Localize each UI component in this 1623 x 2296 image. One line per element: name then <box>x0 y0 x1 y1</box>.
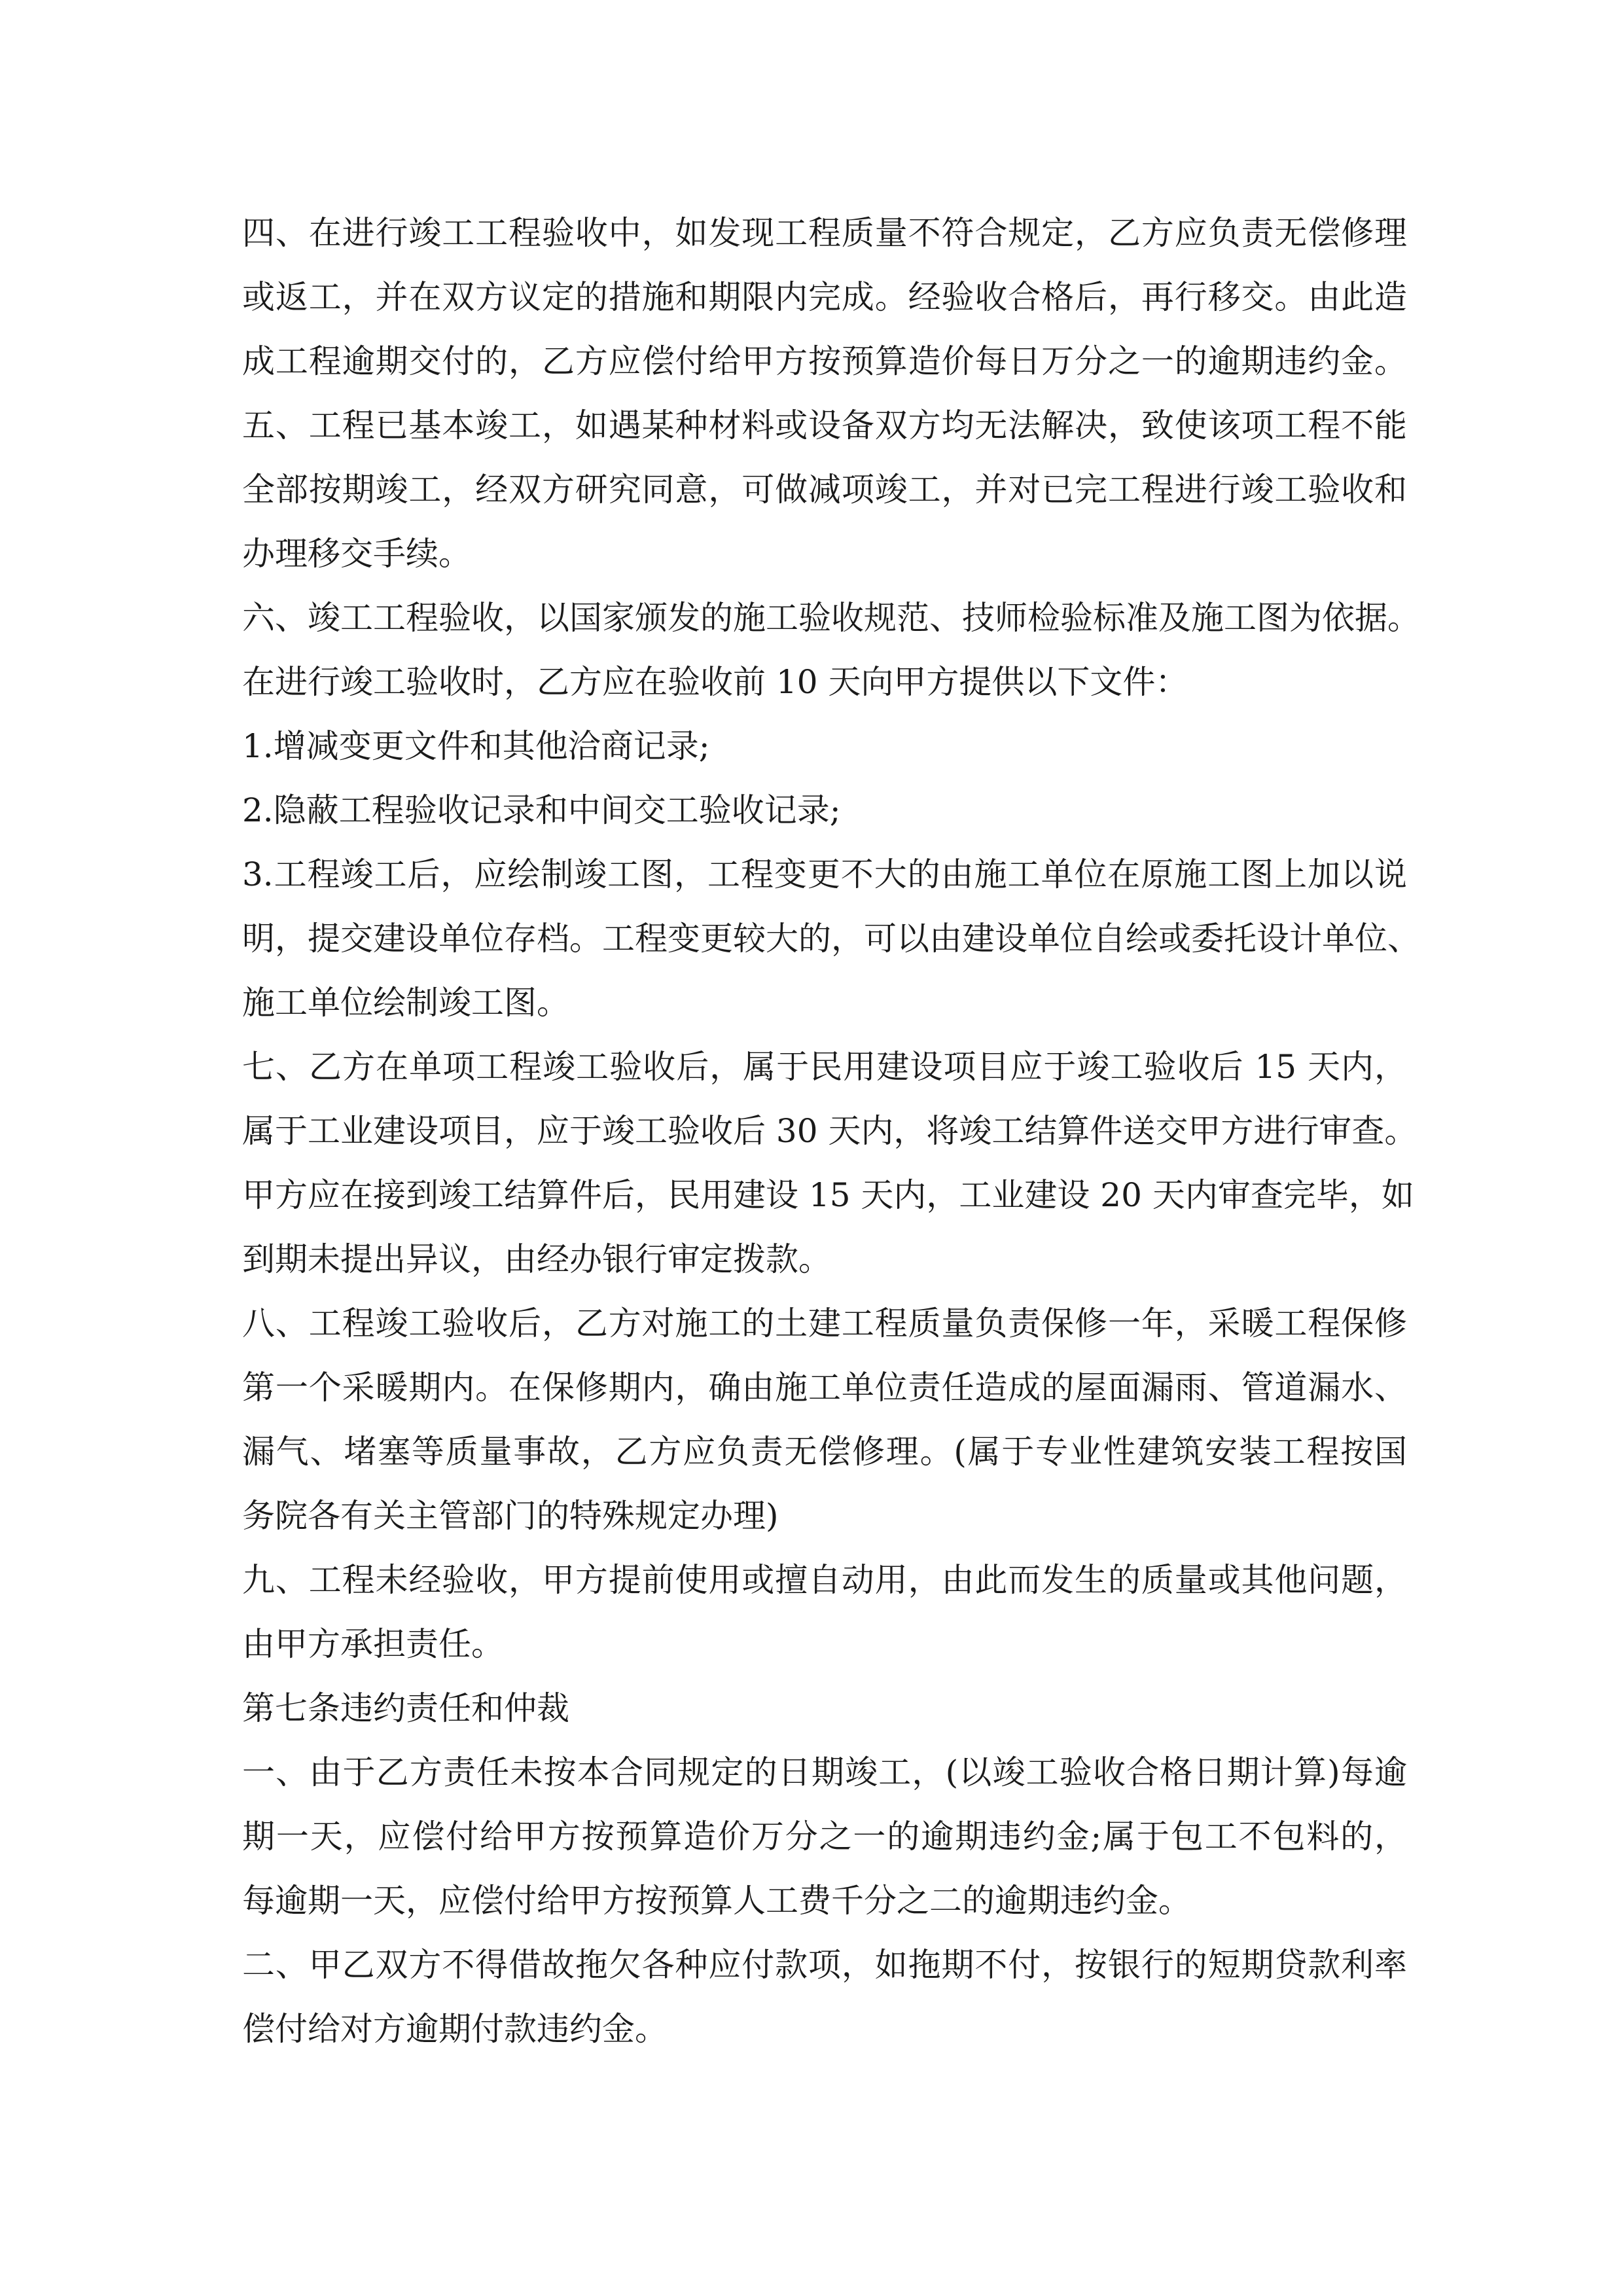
text-line: 属于工业建设项目，应于竣工验收后 30 天内，将竣工结算件送交甲方进行审查。 <box>242 1112 1418 1150</box>
document-body <box>242 201 1420 2061</box>
text-line: 期一天，应偿付给甲方按预算造价万分之一的逾期违约金;属于包工不包料的， <box>242 1818 1407 1856</box>
text-line: 务院各有关主管部门的特殊规定办理) <box>242 1497 779 1535</box>
text-line: 2.隐蔽工程验收记录和中间交工验收记录; <box>242 791 841 829</box>
text-line: 甲方应在接到竣工结算件后，民用建设 15 天内，工业建设 20 天内审查完毕，如 <box>242 1176 1414 1214</box>
text-line: 施工单位绘制竣工图。 <box>242 984 569 1022</box>
text-line: 明，提交建设单位存档。工程变更较大的，可以由建设单位自绘或委托设计单位、 <box>242 920 1420 958</box>
text-line: 或返工，并在双方议定的措施和期限内完成。经验收合格后，再行移交。由此造 <box>242 278 1407 316</box>
text-line: 全部按期竣工，经双方研究同意，可做减项竣工，并对已完工程进行竣工验收和 <box>242 471 1407 509</box>
text-line: 五、工程已基本竣工，如遇某种材料或设备双方均无法解决，致使该项工程不能 <box>242 406 1407 444</box>
text-line: 九、工程未经验收，甲方提前使用或擅自动用，由此而发生的质量或其他问题， <box>242 1561 1407 1599</box>
text-line: 到期未提出异议，由经办银行审定拨款。 <box>242 1240 831 1278</box>
text-line: 漏气、堵塞等质量事故，乙方应负责无偿修理。(属于专业性建筑安装工程按国 <box>242 1433 1407 1471</box>
text-line: 办理移交手续。 <box>242 535 471 573</box>
text-line: 第一个采暖期内。在保修期内，确由施工单位责任造成的屋面漏雨、管道漏水、 <box>242 1369 1407 1407</box>
text-line: 在进行竣工验收时，乙方应在验收前 10 天向甲方提供以下文件： <box>242 663 1188 701</box>
text-line: 六、竣工工程验收，以国家颁发的施工验收规范、技师检验标准及施工图为依据。 <box>242 599 1420 637</box>
text-line: 偿付给对方逾期付款违约金。 <box>242 2010 668 2048</box>
text-line: 成工程逾期交付的，乙方应偿付给甲方按预算造价每日万分之一的逾期违约金。 <box>242 342 1407 380</box>
text-line: 1.增减变更文件和其他洽商记录; <box>242 727 710 765</box>
text-line: 七、乙方在单项工程竣工验收后，属于民用建设项目应于竣工验收后 15 天内， <box>242 1048 1407 1086</box>
text-line: 二、甲乙双方不得借故拖欠各种应付款项，如拖期不付，按银行的短期贷款利率 <box>242 1946 1407 1984</box>
text-line: 由甲方承担责任。 <box>242 1625 504 1663</box>
text-line: 四、在进行竣工工程验收中，如发现工程质量不符合规定，乙方应负责无偿修理 <box>242 214 1407 252</box>
text-line: 八、工程竣工验收后，乙方对施工的土建工程质量负责保修一年，采暖工程保修 <box>242 1304 1407 1342</box>
text-line: 一、由于乙方责任未按本合同规定的日期竣工，(以竣工验收合格日期计算)每逾 <box>242 1753 1407 1791</box>
text-line: 3.工程竣工后，应绘制竣工图，工程变更不大的由施工单位在原施工图上加以说 <box>242 855 1407 893</box>
section-heading: 第七条违约责任和仲裁 <box>242 1689 569 1727</box>
text-line: 每逾期一天，应偿付给甲方按预算人工费千分之二的逾期违约金。 <box>242 1882 1191 1920</box>
